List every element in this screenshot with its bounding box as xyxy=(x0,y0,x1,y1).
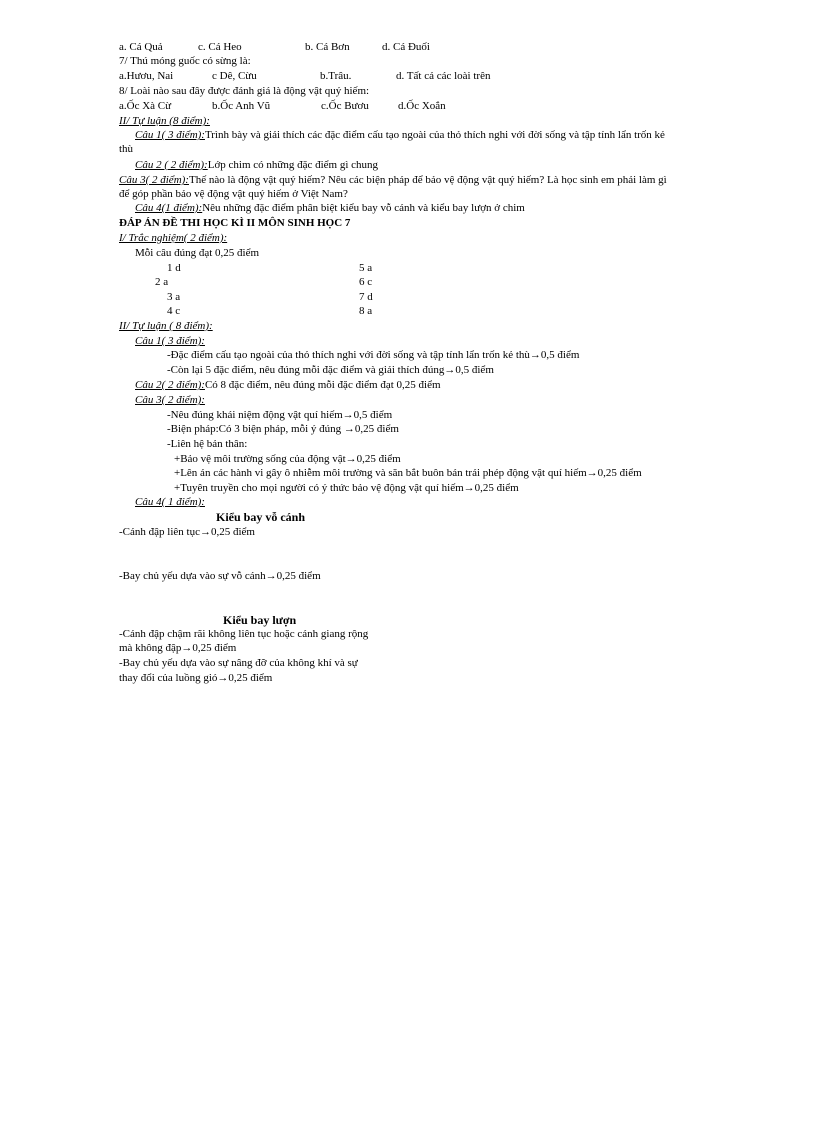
q7-option-c: c Dê, Cừu xyxy=(212,70,257,82)
q8-option-a: a.Ốc Xà Cừ xyxy=(119,100,172,112)
answer-q1-label: Câu 1( 3 điểm): xyxy=(135,335,205,347)
flapping-flight-item: -Cánh đập liên tục→0,25 điểm xyxy=(119,526,255,538)
answer-item: 3 a xyxy=(167,291,181,303)
answer-q3-line: +Tuyên truyền cho mọi người có ý thức bảo vệ động vật quí hiếm→0,25 điểm xyxy=(174,482,519,494)
essay-q3-continuation: để góp phần bảo vệ động vật quý hiếm ở Việt Nam? xyxy=(119,188,348,200)
q6-option-a: a. Cá Quả xyxy=(119,41,163,53)
answer-q3-line: +Lên án các hành vi gây ô nhiễm môi trường và săn bắt buôn bán trái phép động vật quí hiếm→0,25 điểm xyxy=(174,467,642,479)
gliding-flight-heading: Kiểu bay lượn xyxy=(223,613,297,627)
essay-q4-label: Câu 4(1 điểm): xyxy=(135,202,203,214)
gliding-flight-line: -Bay chủ yếu dựa vào sự nâng đỡ của không khí và sự xyxy=(119,657,358,669)
gliding-flight-line: mà không đập→0,25 điểm xyxy=(119,642,237,654)
answer-item: 1 d xyxy=(167,262,181,274)
q6-option-d: d. Cá Đuối xyxy=(382,41,430,53)
answer-q2-label: Câu 2( 2 điểm): xyxy=(135,379,205,391)
essay-q2-text: Lớp chim có những đặc điểm gì chung xyxy=(207,159,379,171)
flapping-flight-heading: Kiểu bay vỗ cánh xyxy=(216,510,306,524)
q7-question: 7/ Thú móng guốc có sừng là: xyxy=(119,55,251,67)
essay-q3-label: Câu 3( 2 điểm): xyxy=(119,174,189,186)
q8-question: 8/ Loài nào sau đây được đánh giá là động vật quý hiếm: xyxy=(119,85,370,97)
answer-mcq-heading: I/ Trắc nghiệm( 2 điểm): xyxy=(119,232,228,244)
answer-item: 2 a xyxy=(155,276,169,288)
essay-q1-label: Câu 1( 3 điểm): xyxy=(135,129,205,141)
answer-title: ĐÁP ÁN ĐỀ THI HỌC KÌ II MÔN SINH HỌC 7 xyxy=(119,217,351,229)
essay-heading: II/ Tự luận (8 điểm): xyxy=(119,115,210,127)
answer-item: 6 c xyxy=(359,276,373,288)
essay-question-1 xyxy=(135,128,665,142)
answer-q2-text: Có 8 đặc điểm, nêu đúng mỗi đặc điểm đạt 0,25 điểm xyxy=(204,379,441,391)
answer-essay-heading: II/ Tự luận ( 8 điểm): xyxy=(119,320,213,332)
q7-option-a: a.Hươu, Nai xyxy=(119,70,174,82)
answer-mcq-note: Mỗi câu đúng đạt 0,25 điểm xyxy=(135,247,260,259)
q8-option-c: c.Ốc Bươu xyxy=(321,100,369,112)
essay-question-3 xyxy=(119,173,667,187)
essay-q1-continuation: thù xyxy=(119,143,134,155)
answer-item: 5 a xyxy=(359,262,373,274)
answer-item: 4 c xyxy=(167,305,181,317)
answer-q3-line: +Bảo vệ môi trường sống của động vật→0,25 điểm xyxy=(174,453,401,465)
q6-option-c: c. Cá Heo xyxy=(198,41,242,53)
essay-q4-text: Nêu những đặc điểm phân biệt kiểu bay vỗ cánh và kiểu bay lượn ở chim xyxy=(202,202,525,214)
essay-question-2 xyxy=(135,158,378,172)
q7-option-b: b.Trâu. xyxy=(320,70,352,82)
q8-option-b: b.Ốc Anh Vũ xyxy=(212,100,271,112)
answer-item: 8 a xyxy=(359,305,373,317)
essay-q1-text: Trình bày và giải thích các đặc điểm cấu tạo ngoài của thỏ thích nghi với đời sống và tập tính lẩn trốn kẻ xyxy=(204,129,665,141)
answer-q3-line: -Biện pháp:Có 3 biện pháp, mỗi ý đúng →0,25 điểm xyxy=(167,423,399,435)
q8-option-d: d.Ốc Xoắn xyxy=(398,100,446,112)
answer-q1-line: -Còn lại 5 đặc điểm, nêu đúng mỗi đặc điểm và giải thích đúng→0,5 điểm xyxy=(167,364,494,376)
flapping-flight-item: -Bay chủ yếu dựa vào sự vỗ cánh→0,25 điểm xyxy=(119,570,321,582)
answer-q1-line: -Đặc điểm cấu tạo ngoài của thỏ thích nghi với đời sống và tập tính lẩn trốn kẻ thù→0,5 điểm xyxy=(167,349,580,361)
q7-option-d: d. Tất cả các loài trên xyxy=(396,70,491,82)
answer-item: 7 d xyxy=(359,291,373,303)
essay-q3-text: Thế nào là động vật quý hiếm? Nêu các biện pháp để bảo vệ động vật quý hiếm? Là học sinh em phải làm gì xyxy=(188,174,667,186)
answer-q2 xyxy=(135,378,441,392)
answer-q3-label: Câu 3( 2 điểm): xyxy=(135,394,205,406)
answer-q3-line: -Liên hệ bản thân: xyxy=(167,438,248,450)
essay-q2-label: Câu 2 ( 2 điểm): xyxy=(135,159,208,171)
gliding-flight-line: thay đổi của luồng gió→0,25 điểm xyxy=(119,672,273,684)
gliding-flight-line: -Cánh đập chậm rãi không liên tục hoặc cánh giang rộng xyxy=(119,628,369,640)
answer-q3-line: -Nêu đúng khái niệm động vật quí hiếm→0,5 điểm xyxy=(167,409,393,421)
answer-q4-label: Câu 4( 1 điểm): xyxy=(135,496,205,508)
q6-option-b: b. Cá Bơn xyxy=(305,41,350,53)
essay-question-4 xyxy=(135,201,525,215)
